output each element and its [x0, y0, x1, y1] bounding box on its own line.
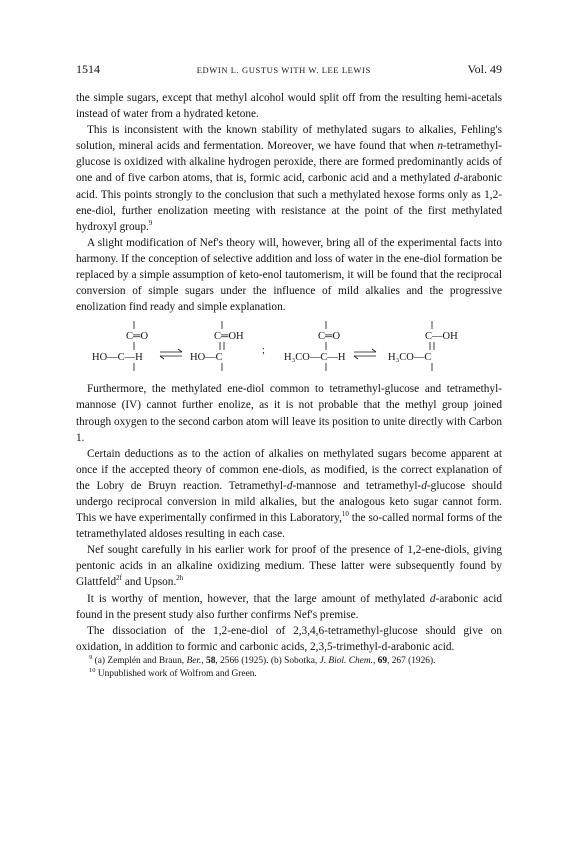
- tautomerism-equation: [76, 319, 502, 375]
- footnote-marker: 10: [89, 666, 96, 674]
- equation-drawing: [76, 319, 502, 375]
- volume: 58: [206, 655, 216, 666]
- paragraph-5: [76, 446, 502, 543]
- text-run: the so-called normal forms of the tetramethylated aldoses resulting in each case.: [76, 512, 503, 541]
- paragraph-1: the simple sugars, except that methyl alcohol would split off from the resulting hemi-acetals instead of water from a hydrated ketone.: [76, 92, 502, 121]
- text-run: ,: [201, 655, 207, 666]
- italic-d: d: [429, 592, 436, 605]
- journal-name: Ber.: [186, 655, 202, 666]
- equilibrium-arrow-1: [160, 349, 182, 359]
- text-run: and Upson.: [122, 576, 177, 589]
- s3-bottom: H₃CO—C—H: [284, 352, 346, 364]
- text-run: , 267 (1926).: [387, 655, 436, 666]
- paragraph-2: [76, 122, 502, 235]
- paragraph-8: The dissociation of the 1,2-ene-diol of 2,3,4,6-tetramethyl-glucose should give on oxidation, in addition to formic and carbonic acids, 2,3,5-trimethyl-d-arabonic acid.: [76, 624, 502, 653]
- page: [76, 62, 502, 681]
- italic-d: d: [421, 479, 427, 492]
- equilibrium-arrow-2: [354, 349, 376, 359]
- paragraph-7: [76, 591, 502, 623]
- running-header: [76, 62, 502, 77]
- text-run: ,: [372, 655, 378, 666]
- s4-bottom: H₃CO—C: [388, 352, 432, 364]
- footnote-9: [76, 655, 502, 668]
- paragraph-4: Furthermore, the methylated ene-diol common to tetramethyl-glucose and tetramethyl-mannose (IV) cannot further enolize, as it is not probable that the methyl group joined through oxygen to the second carbon atom will leave its position to unite directly with Carbon 1.: [76, 383, 502, 444]
- footnote-ref-9[interactable]: 9: [148, 218, 153, 227]
- text-run: -glucose should undergo reciprocal conversion in mild alkalies, but the analogous keto sugar cannot form. This we have experimentally confirmed in this Laboratory,: [76, 479, 502, 525]
- text-run: -tetramethyl-glucose is oxidized with alkaline hydrogen peroxide, there are formed predominantly acids of one and of five carbon atoms, that is, formic acid, carbonic acid and a methylated: [76, 140, 502, 185]
- s2-bottom: HO—C: [190, 352, 223, 364]
- page-number: 1514: [76, 62, 100, 76]
- paragraph-6: [76, 542, 502, 590]
- text-run: This is inconsistent with the known stability of methylated sugars to alkalies, Fehling's solution, mineral acids and fermentation. Moreover, we have found that when: [76, 124, 502, 153]
- italic-d: d: [286, 479, 293, 492]
- text-run: -arabonic acid. This points strongly to the conclusion that such a methylated hexose forms only as 1,2-ene-diol, further enolization meeting with resistance at the point of the first methylated hydroxyl group.: [76, 172, 502, 233]
- equation-separator: ;: [262, 345, 265, 357]
- italic-d: d: [453, 172, 460, 185]
- s3-top: C═O: [318, 331, 341, 343]
- paragraph-3: A slight modification of Nef's theory will, however, bring all of the experimental facts into harmony. If the conception of selective addition and loss of water in the ene-diol formation be replaced by a simple assumption of keto-enol tautomerism, it will be found that the reciprocal conversion of simple sugars under the influence of mild alkalies and the progressive enolization find ready and simple explanation.: [76, 236, 502, 314]
- volume: 69: [377, 655, 388, 666]
- footnote-marker: 9: [89, 653, 93, 661]
- footnote-ref-10[interactable]: 10: [341, 510, 349, 519]
- text-run: Nef sought carefully in his earlier work for proof of the presence of 1,2-ene-diols, giving pentonic acids in an alkaline oxidizing medium. These latter were subsequently found by Glattfeld: [76, 544, 502, 589]
- ref-2f[interactable]: 2f: [116, 574, 122, 583]
- ref-2h[interactable]: 2h: [176, 574, 184, 583]
- text-run: -arabonic acid found in the present study also further confirms Nef's premise.: [76, 592, 502, 621]
- footnote-10: [76, 668, 502, 681]
- italic-n: n: [437, 140, 444, 153]
- journal-name: J. Biol. Chem.: [319, 655, 373, 666]
- text-run: It is worthy of mention, however, that the large amount of methylated: [87, 592, 430, 605]
- volume-number: Vol. 49: [467, 62, 502, 76]
- text-run: Certain deductions as to the action of alkalies on methylated sugars become apparent at once if the accepted theory of common ene-diols, as modified, is the correct explanation of the Lobry de Bruyn reaction. Tetramethyl-: [76, 447, 502, 492]
- s1-bottom: HO—C—H: [92, 352, 143, 364]
- running-head-authors: EDWIN L. GUSTUS WITH W. LEE LEWIS: [196, 65, 371, 75]
- text-run: (a) Zemplén and Braun,: [92, 655, 187, 666]
- text-run: Unpublished work of Wolfrom and Green.: [95, 668, 257, 679]
- s2-top: C═OH: [214, 331, 244, 343]
- text-run: , 2566 (1925). (b) Sobotka,: [215, 655, 320, 666]
- s1-top: C═O: [126, 331, 149, 343]
- s4-top: C—OH: [425, 331, 458, 343]
- text-run: -mannose and tetramethyl-: [292, 479, 422, 492]
